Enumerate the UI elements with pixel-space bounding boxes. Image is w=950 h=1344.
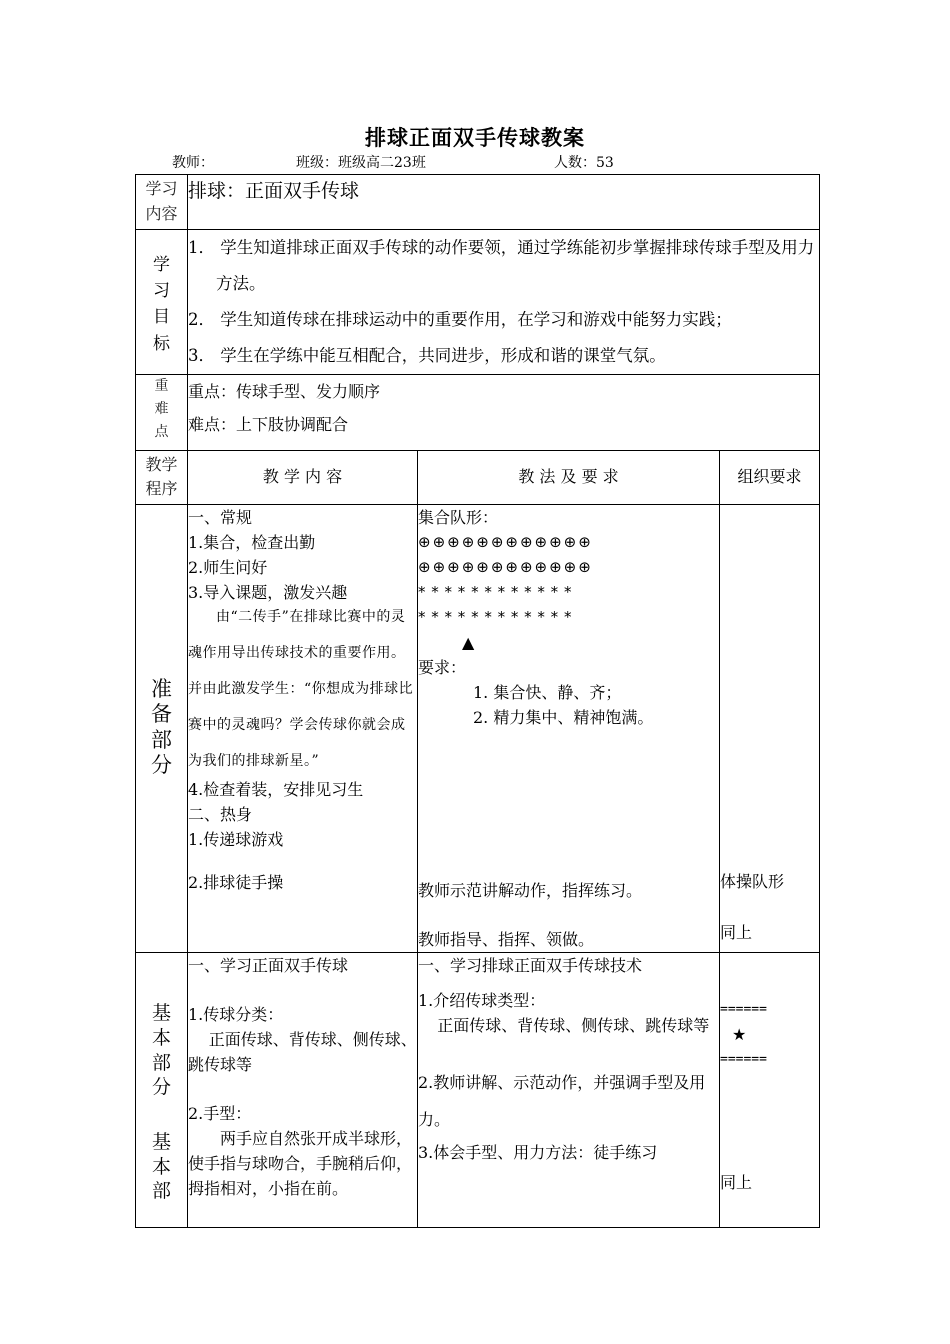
basic-method-line: 3.体会手型、用力方法：徒手练习: [418, 1143, 658, 1163]
basic-content-line: 一、学习正面双手传球: [188, 956, 349, 976]
req-title: 要求：: [418, 658, 467, 678]
prep-org: [720, 505, 820, 953]
prep-intro-paragraph: 由“二传手”在排球比赛中的灵魂作用导出传球技术的重要作用。并由此激发学生：“你想成为排球比赛中的灵魂吗？学会传球你就会成为我们的排球新星。”: [188, 609, 414, 770]
teacher-label: 教师：: [172, 155, 214, 171]
basic-row: [136, 953, 820, 1228]
req-item: 2. 精力集中、精神饱满。: [473, 708, 654, 728]
key-focus: 重点：传球手型、发力顺序: [188, 381, 381, 401]
prep-org-item: 体操队形: [720, 872, 785, 892]
basic-content: [188, 953, 418, 1228]
content-row: [136, 175, 820, 230]
prep-content: [188, 505, 418, 953]
goals-list: [188, 229, 820, 374]
prep-demo: 教师示范讲解动作，指挥练习。: [418, 881, 643, 901]
basic-content-line: 正面传球、背传球、侧传球、跳传球等: [188, 1030, 417, 1075]
lesson-plan-table: [135, 174, 820, 1228]
key-row: [136, 374, 820, 450]
prep-content-line: 2.师生问好: [188, 558, 268, 578]
formation-line: ======: [720, 1052, 767, 1068]
formation-row: ⊕⊕⊕⊕⊕⊕⊕⊕⊕⊕⊕⊕: [418, 558, 593, 577]
goals-row: [136, 229, 820, 374]
prep-content-line: 4.检查着装，安排见习生: [188, 780, 364, 800]
req-item: 1. 集合快、静、齐；: [473, 683, 622, 703]
page-title: 排球正面双手传球教案: [365, 125, 585, 150]
class-label: 班级：班级高二23班: [296, 155, 426, 171]
basic-method-line: 一、学习排球正面双手传球技术: [418, 956, 643, 976]
goal-item-3: 3． 学生在学练中能互相配合，共同进步，形成和谐的课堂气氛。: [188, 345, 666, 365]
header-program: 教学程序: [136, 450, 188, 505]
goal-item-1: 1． 学生知道排球正面双手传球的动作要领，通过学练能初步掌握排球传球手型及用力方法。: [188, 237, 815, 293]
key-label: 重 难 点: [136, 374, 188, 450]
teacher-star-icon: ★: [732, 1025, 747, 1045]
goals-label: 学 习 目 标: [136, 229, 188, 374]
basic-content-line: 两手应自然张开成半球形，使手指与球吻合，手腕稍后仰，拇指相对，小指在前。: [188, 1129, 413, 1199]
goal-item-2: 2． 学生知道传球在排球运动中的重要作用，在学习和游戏中能努力实践；: [188, 309, 732, 329]
prep-content-line: 一、常规: [188, 508, 253, 528]
formation-row: * * * * * * * * * * * *: [418, 583, 572, 602]
teacher-position-icon: ▲: [462, 633, 475, 653]
basic-method-line: 1.介绍传球类型：: [418, 991, 546, 1011]
prep-label: 准 备 部 分: [136, 505, 188, 953]
prep-content-line: 2.排球徒手操: [188, 873, 284, 893]
prep-guide: 教师指导、指挥、领做。: [418, 930, 595, 950]
prep-org-item: 同上: [720, 923, 753, 943]
formation-row: * * * * * * * * * * * *: [418, 608, 572, 627]
content-text: 排球：正面双手传球: [188, 175, 820, 230]
header-method: 教 法 及 要 求: [418, 450, 720, 505]
prep-content-line: 二、热身: [188, 805, 253, 825]
basic-content-line: 1.传球分类：: [188, 1005, 284, 1025]
basic-content-line: 2.手型：: [188, 1104, 252, 1124]
program-header-row: [136, 450, 820, 505]
key-difficulty: 难点：上下肢协调配合: [188, 414, 349, 434]
basic-method: [418, 953, 720, 1228]
content-label: 学习内容: [136, 175, 188, 230]
prep-content-line: 3.导入课题，激发兴趣: [188, 583, 348, 603]
header-org: 组织要求: [720, 450, 820, 505]
key-points: [188, 374, 820, 450]
count-label: 人数：53: [554, 155, 614, 171]
prep-content-line: 1.传递球游戏: [188, 830, 284, 850]
basic-method-line: 正面传球、背传球、侧传球、跳传球等: [437, 1016, 710, 1036]
basic-org-item: 同上: [720, 1173, 753, 1193]
basic-method-line: 2.教师讲解、示范动作，并强调手型及用力。: [418, 1073, 706, 1130]
prep-content-line: 1.集合，检查出勤: [188, 533, 316, 553]
basic-org: [720, 953, 820, 1228]
basic-label: 基 本 部 分 基 本 部: [136, 953, 188, 1228]
formation-row: ⊕⊕⊕⊕⊕⊕⊕⊕⊕⊕⊕⊕: [418, 533, 593, 552]
formation-line: ======: [720, 1002, 767, 1018]
header-content: 教 学 内 容: [188, 450, 418, 505]
prep-row: [136, 505, 820, 953]
formation-title: 集合队形：: [418, 508, 499, 528]
prep-method: [418, 505, 720, 953]
